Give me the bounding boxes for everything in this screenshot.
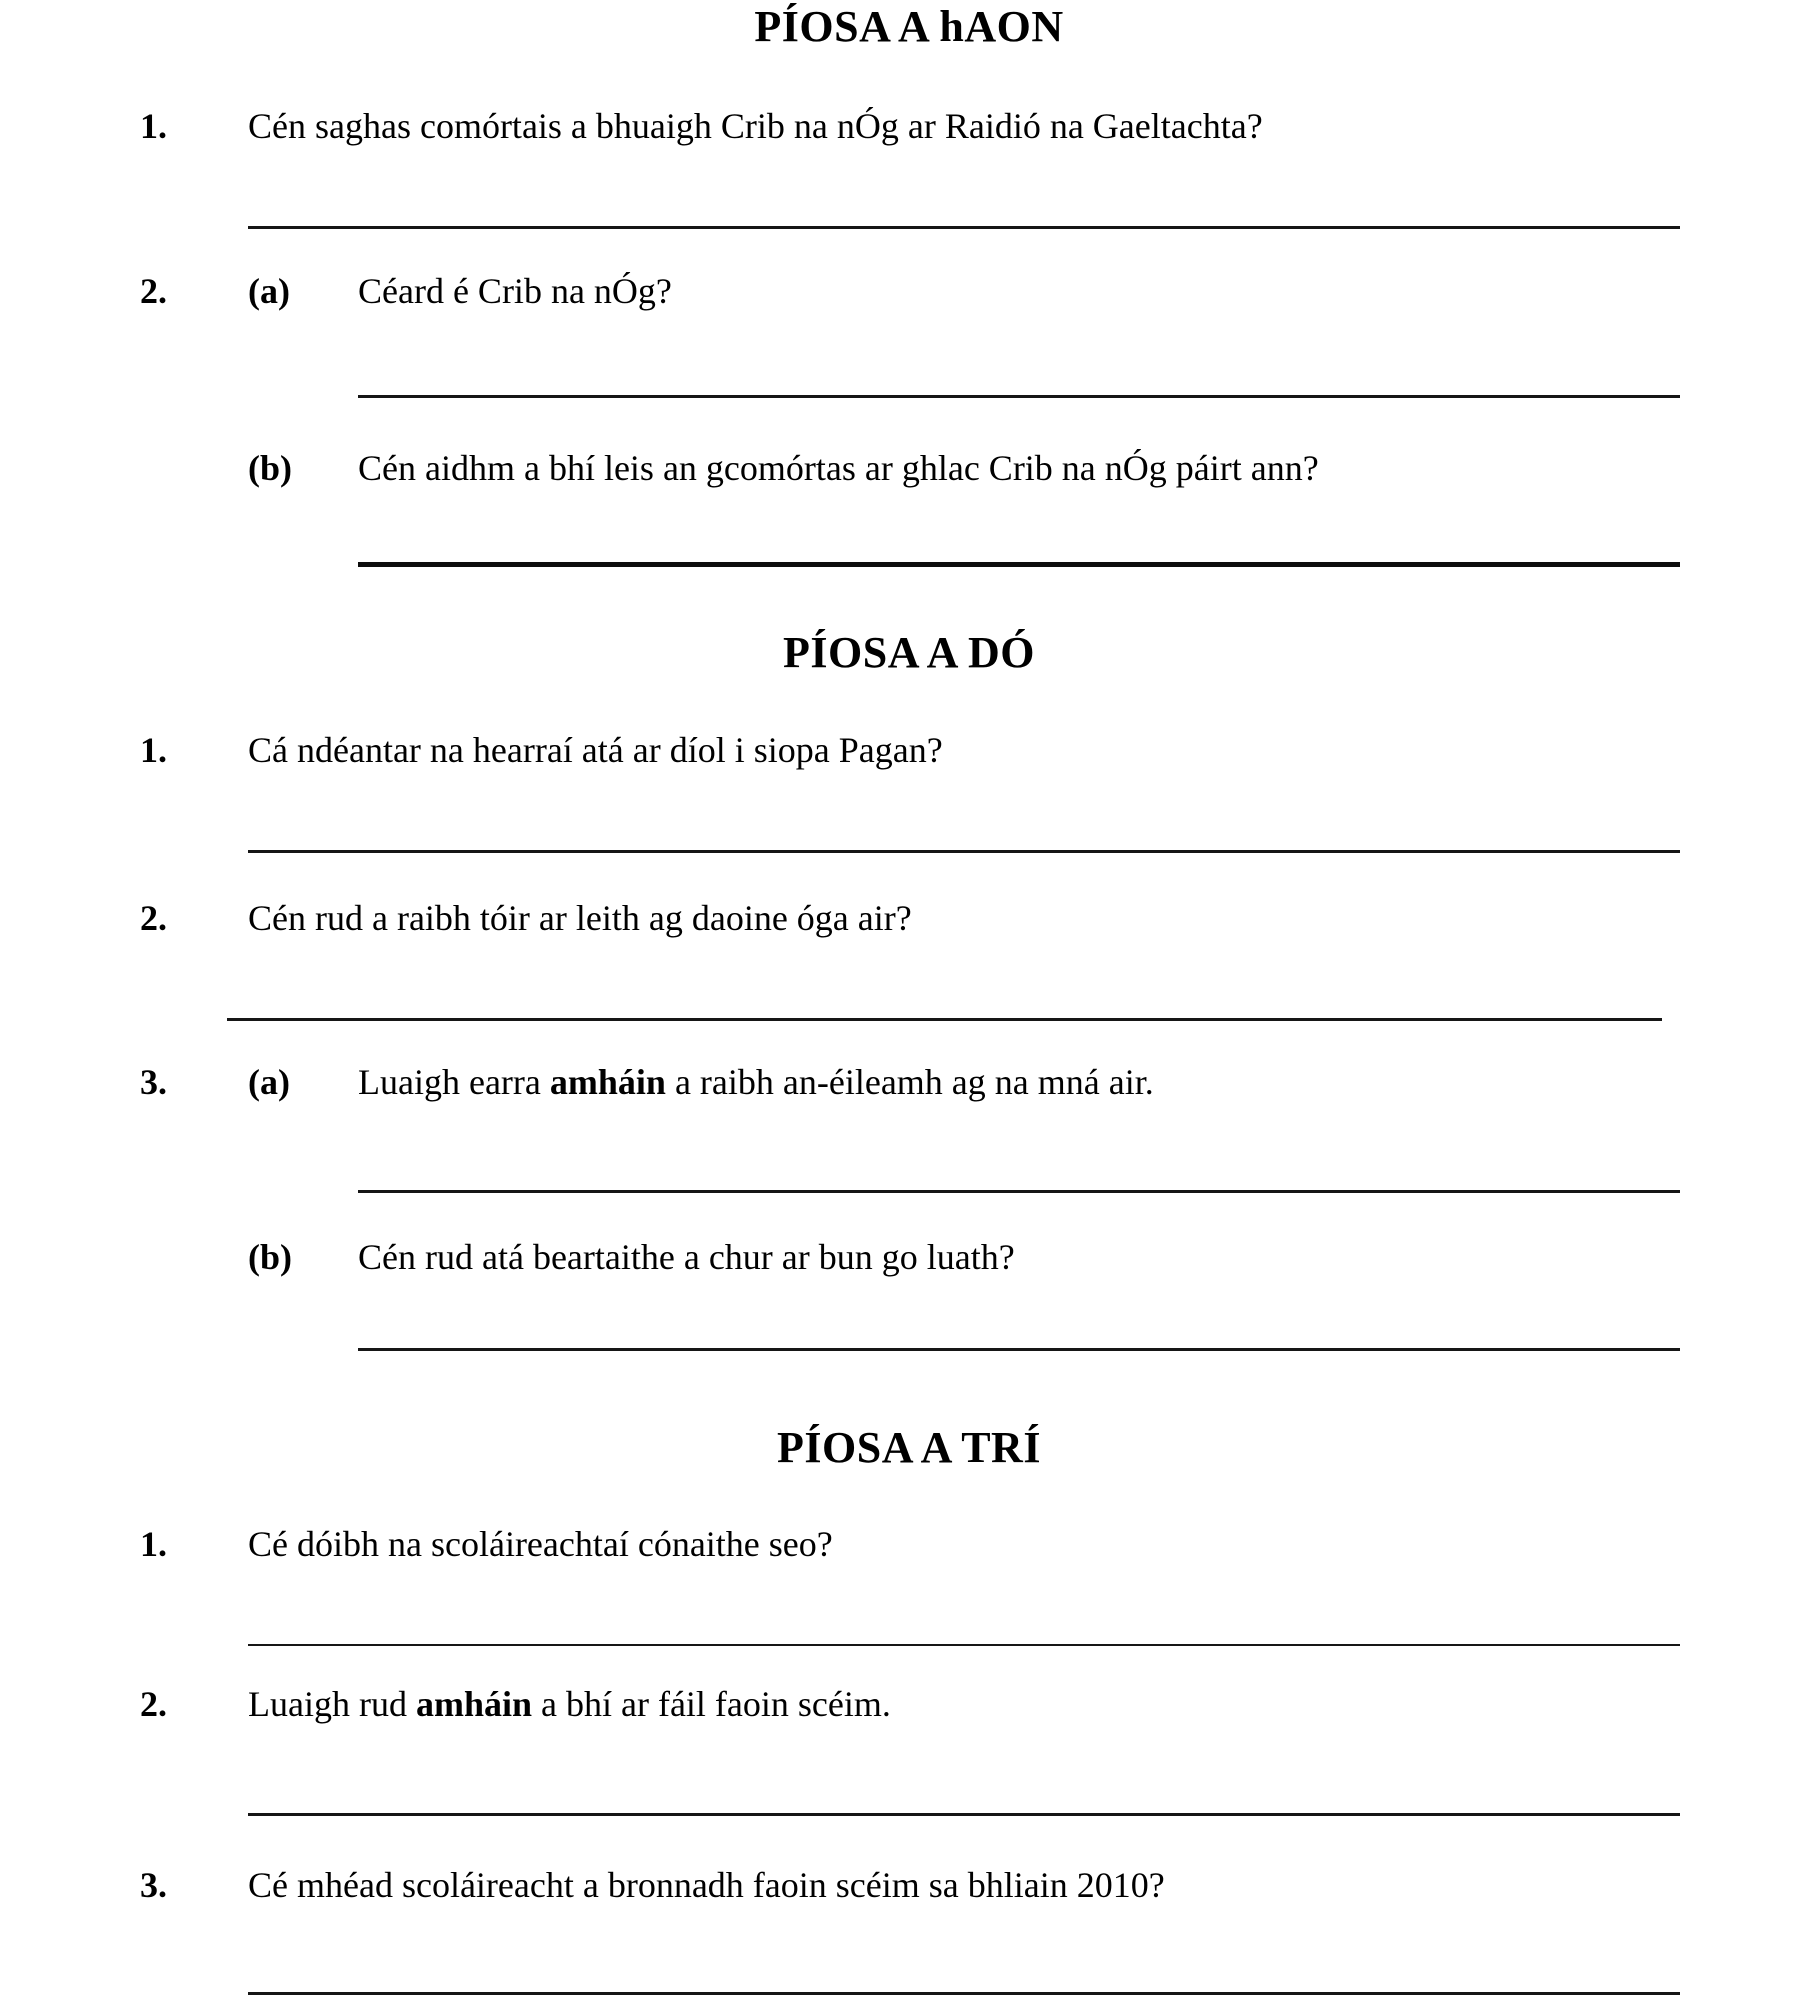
question-text-part: Cá ndéantar na hearraí atá ar díol i siopa Pagan? — [248, 730, 943, 770]
question-number: 2. — [140, 1684, 167, 1724]
answer-line-3-3[interactable] — [248, 1992, 1680, 1995]
answer-line-2-3a[interactable] — [358, 1190, 1680, 1193]
question-text — [248, 896, 912, 941]
question-text-part: Luaigh rud — [248, 1684, 416, 1724]
question-text — [248, 104, 1263, 149]
question-number: 3. — [140, 1062, 167, 1102]
question-number: 2. — [140, 271, 167, 311]
answer-line-3-1[interactable] — [248, 1644, 1680, 1646]
question-number-row-1-2 — [0, 269, 1818, 314]
section-title-piosa-a-do: PÍOSA A DÓ — [783, 628, 1035, 677]
question-number-row-2-3 — [0, 1060, 1818, 1105]
section-title-piosa-a-haon: PÍOSA A hAON — [754, 2, 1064, 51]
question-row-2-3b — [0, 1235, 1818, 1280]
answer-line-1-2a[interactable] — [358, 395, 1680, 398]
subquestion-letter: (b) — [248, 448, 292, 488]
answer-line-2-3b[interactable] — [358, 1348, 1680, 1351]
question-text-part: Céard é Crib na nÓg? — [358, 271, 672, 311]
question-number: 1. — [140, 730, 167, 770]
question-text — [248, 1682, 891, 1727]
question-row-3-2 — [0, 1682, 1818, 1727]
question-text — [248, 1522, 833, 1567]
question-row-2-1 — [0, 728, 1818, 773]
question-text-part: Luaigh earra — [358, 1062, 550, 1102]
answer-line-3-2[interactable] — [248, 1813, 1680, 1816]
question-text-part: Cén saghas comórtais a bhuaigh Crib na nÓg ar Raidió na Gaeltachta? — [248, 106, 1263, 146]
question-text-bold: amháin — [415, 1684, 533, 1724]
answer-line-2-2[interactable] — [227, 1018, 1662, 1021]
question-text-part: a raibh an-éileamh ag na mná air. — [665, 1062, 1154, 1102]
question-row-3-1 — [0, 1522, 1818, 1567]
question-text-part: a bhí ar fáil faoin scéim. — [532, 1684, 891, 1724]
question-text-part: Cén rud a raibh tóir ar leith ag daoine óga air? — [248, 898, 912, 938]
question-number: 2. — [140, 898, 167, 938]
question-text — [248, 1863, 1165, 1908]
question-number: 3. — [140, 1865, 167, 1905]
question-number: 1. — [140, 1524, 167, 1564]
question-text-part: Cé dóibh na scoláireachtaí cónaithe seo? — [248, 1524, 833, 1564]
question-row-2-2 — [0, 896, 1818, 941]
question-row-1-1 — [0, 104, 1818, 149]
question-text — [358, 446, 1319, 491]
subquestion-letter: (a) — [248, 1062, 290, 1102]
question-row-3-3 — [0, 1863, 1818, 1908]
answer-line-1-1[interactable] — [248, 226, 1680, 229]
section-title-piosa-a-tri: PÍOSA A TRÍ — [777, 1423, 1041, 1472]
subquestion-letter: (a) — [248, 271, 290, 311]
question-text — [358, 1235, 1015, 1280]
answer-line-2-1[interactable] — [248, 850, 1680, 853]
question-text-bold: amháin — [549, 1062, 666, 1102]
question-text-part: Cén aidhm a bhí leis an gcomórtas ar ghlac Crib na nÓg páirt ann? — [358, 448, 1319, 488]
question-text — [248, 728, 943, 773]
question-row-1-2b — [0, 446, 1818, 491]
question-text-part: Cén rud atá beartaithe a chur ar bun go luath? — [358, 1237, 1015, 1277]
question-number: 1. — [140, 106, 167, 146]
subquestion-letter: (b) — [248, 1237, 292, 1277]
question-text-part: Cé mhéad scoláireacht a bronnadh faoin scéim sa bhliain 2010? — [248, 1865, 1165, 1905]
answer-line-1-2b[interactable] — [358, 562, 1680, 567]
